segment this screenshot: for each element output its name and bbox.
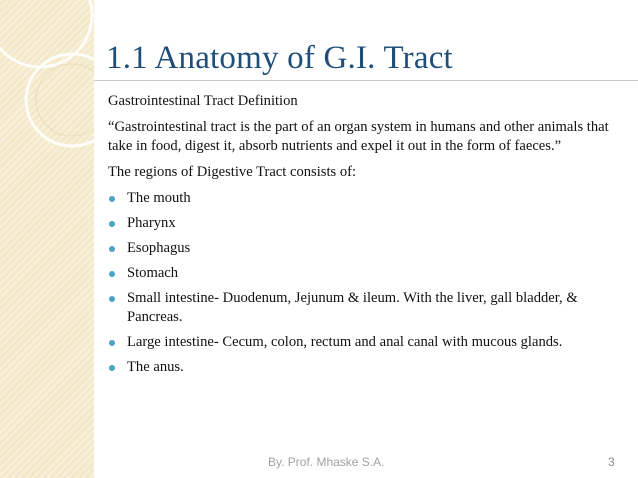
list-item xyxy=(108,214,623,233)
bullet-icon xyxy=(109,246,115,252)
list-item-text: Stomach xyxy=(127,265,179,281)
decorative-side-band xyxy=(0,0,94,478)
bullet-icon xyxy=(109,365,115,371)
bullet-icon xyxy=(109,340,115,346)
regions-list xyxy=(108,189,623,377)
bullet-icon xyxy=(109,296,115,302)
page-number: 3 xyxy=(608,455,615,469)
list-item-text: Large intestine- Cecum, colon, rectum and anal canal with mucous glands. xyxy=(127,334,563,350)
title-divider xyxy=(94,80,638,81)
list-item-text: Pharynx xyxy=(127,215,176,231)
list-item xyxy=(108,264,623,283)
bullet-icon xyxy=(109,221,115,227)
bullet-icon xyxy=(109,196,115,202)
definition-quote: “Gastrointestinal tract is the part of an organ system in humans and other animals that take in food, digest it, absorb nutrients and expel it out in the form of faeces.” xyxy=(108,119,609,154)
list-item xyxy=(108,289,623,327)
bullet-icon xyxy=(109,271,115,277)
definition-heading: Gastrointestinal Tract Definition xyxy=(108,93,298,109)
list-item xyxy=(108,189,623,208)
list-item-text: The mouth xyxy=(127,190,191,206)
decorative-circles xyxy=(0,0,94,478)
slide-title: 1.1 Anatomy of G.I. Tract xyxy=(106,40,453,76)
footer-author: By. Prof. Mhaske S.A. xyxy=(268,455,385,469)
list-item-text: Small intestine- Duodenum, Jejunum & ileum. With the liver, gall bladder, & Pancreas. xyxy=(127,290,578,325)
list-item xyxy=(108,239,623,258)
regions-intro: The regions of Digestive Tract consists of: xyxy=(108,164,357,180)
list-item-text: The anus. xyxy=(127,359,184,375)
slide-body xyxy=(108,92,623,383)
list-item xyxy=(108,333,623,352)
list-item-text: Esophagus xyxy=(127,240,191,256)
list-item xyxy=(108,358,623,377)
